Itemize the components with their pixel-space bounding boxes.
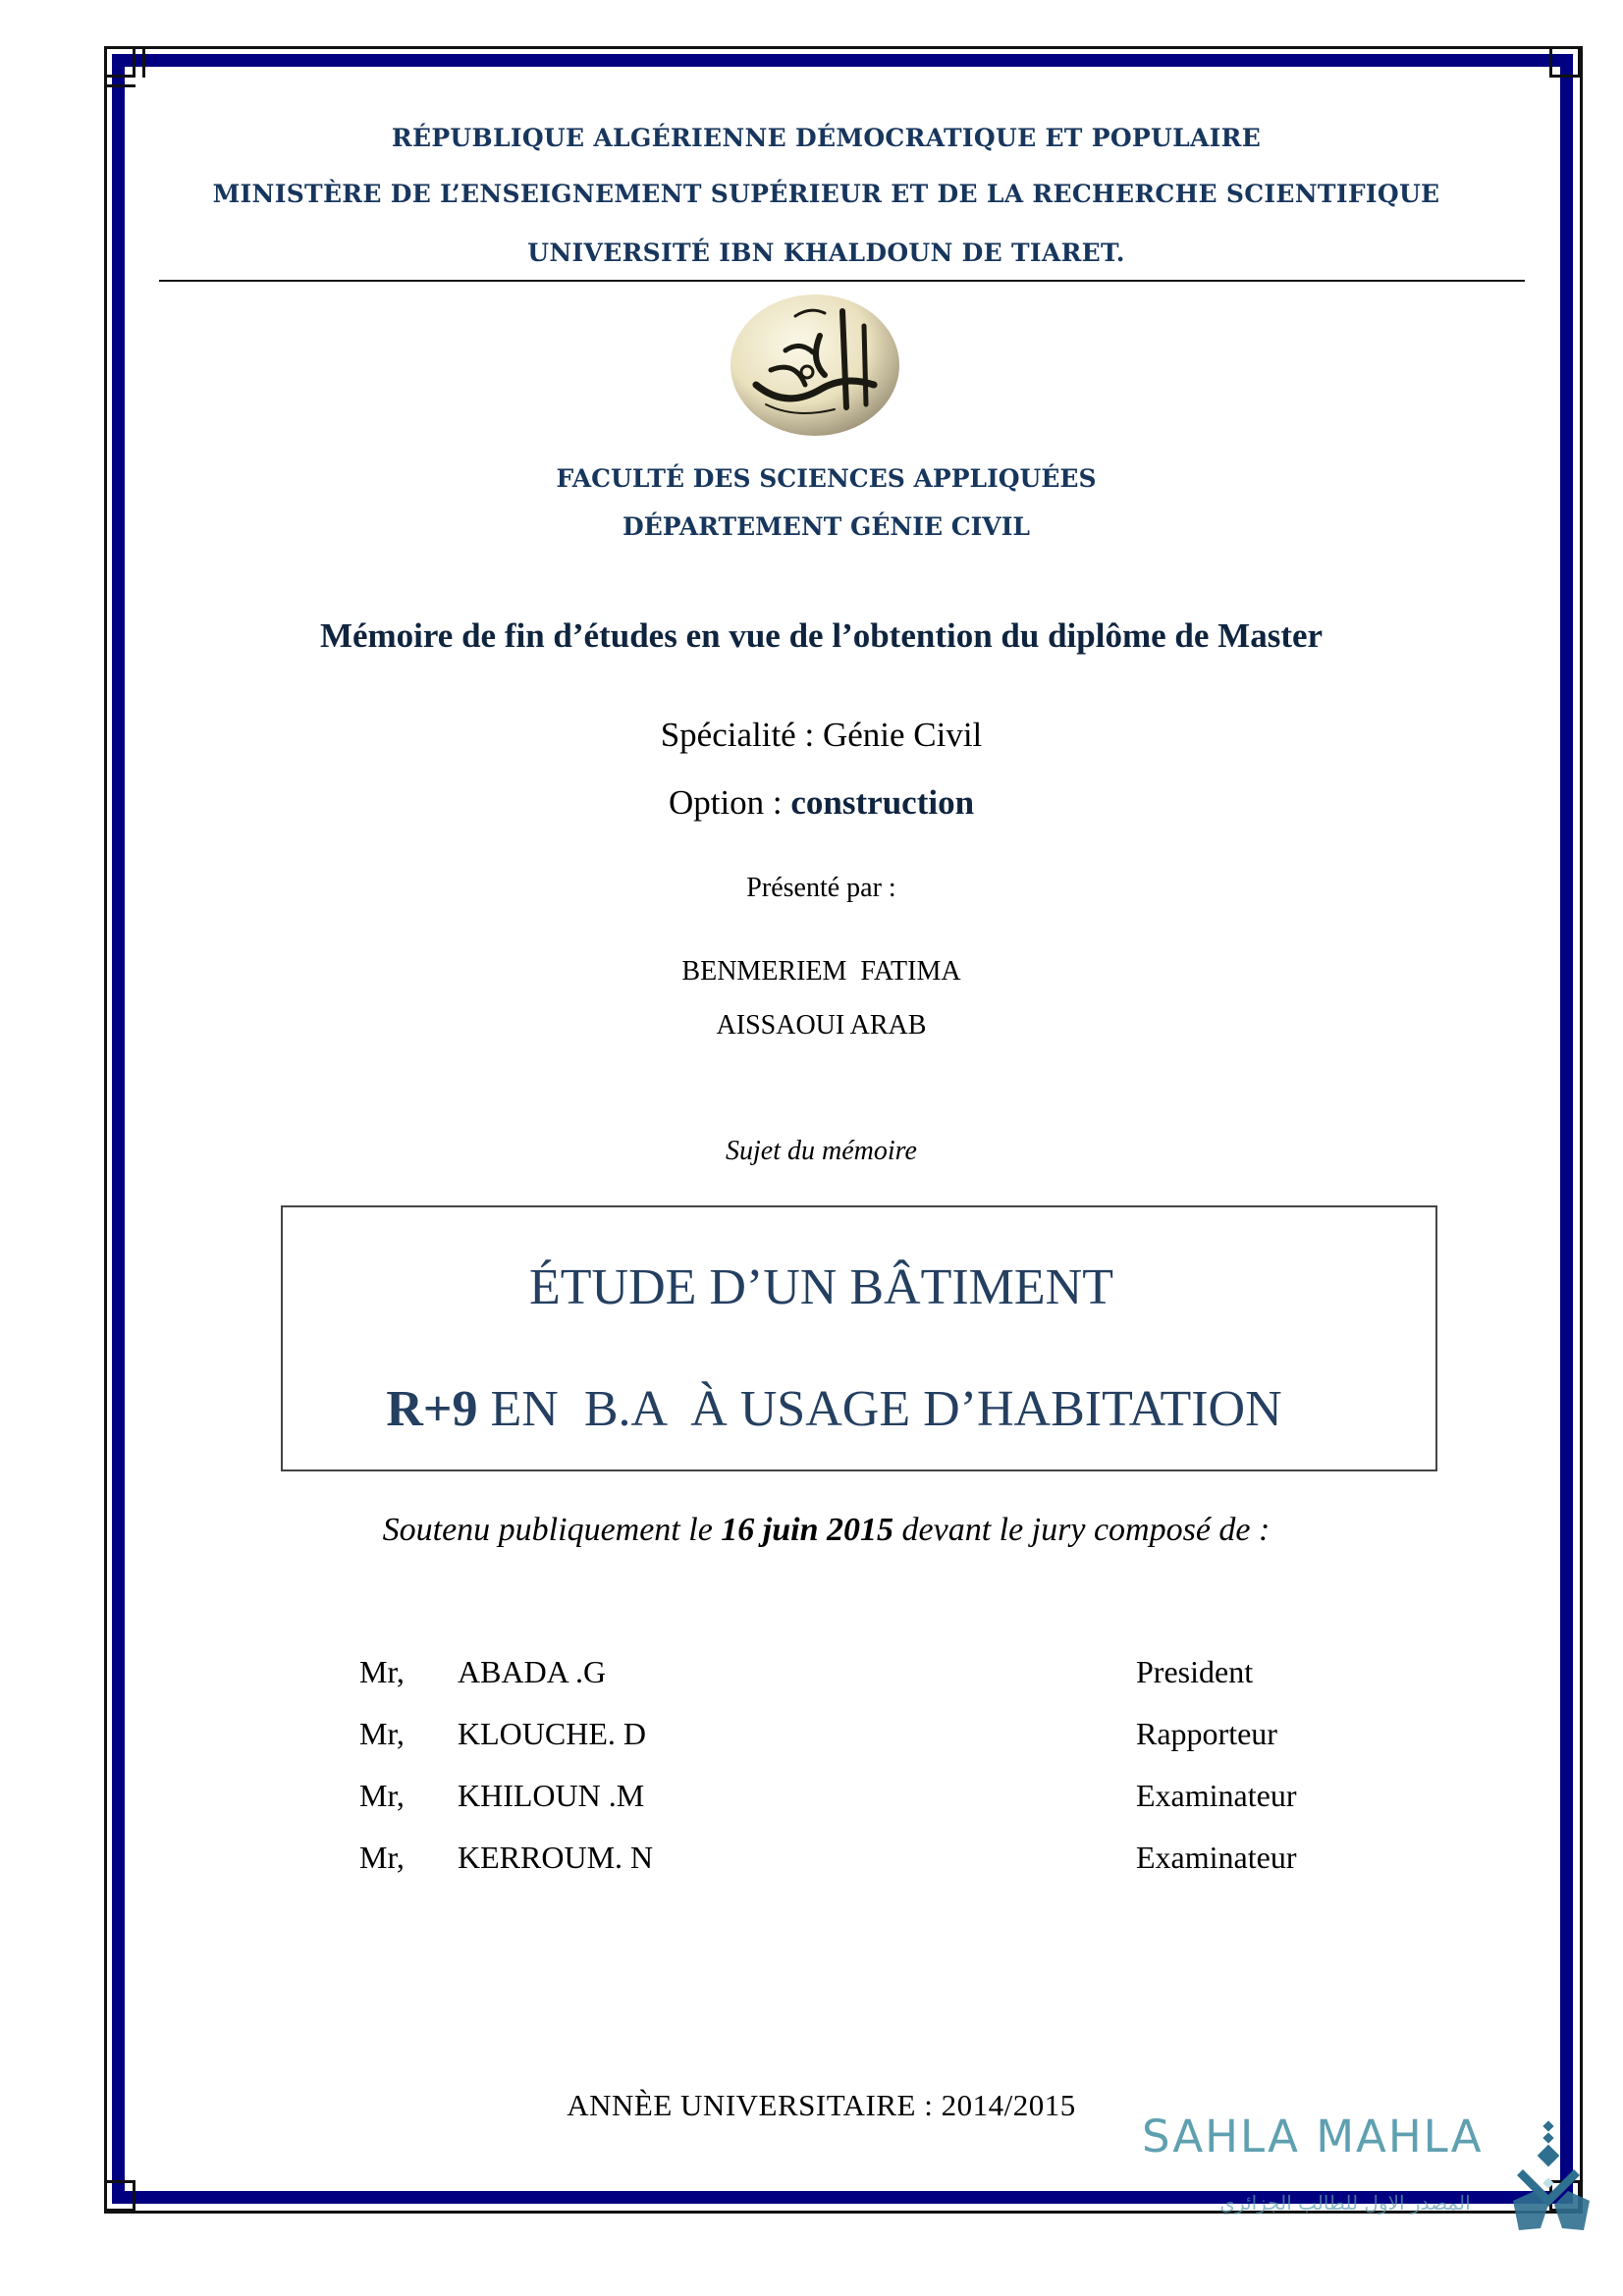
border-band-right	[1560, 54, 1573, 2204]
defense-suffix: devant le jury composé de :	[893, 1512, 1271, 1548]
presented-by-label: Présenté par :	[746, 873, 896, 903]
thesis-title-line-2	[0, 1322, 1623, 1438]
option-value: construction	[790, 783, 975, 822]
jury-name: KHILOUN .M	[458, 1778, 645, 1813]
border-band-top	[112, 54, 1573, 67]
jury-title: Mr,	[359, 1778, 405, 1813]
specialite-line	[0, 716, 1623, 755]
border-band-left	[112, 54, 125, 2204]
academic-year-value: 2014/2015	[941, 2088, 1076, 2122]
jury-row	[0, 1778, 1623, 1817]
specialite-label: Spécialité :	[660, 716, 823, 754]
jury-title: Mr,	[359, 1654, 405, 1689]
corner-ornament-bottom-left	[104, 2180, 135, 2212]
corner-ornament-top-right	[1549, 46, 1581, 78]
option-line	[0, 783, 1623, 823]
header-ministry: MINISTÈRE DE L’ENSEIGNEMENT SUPÉRIEUR ET DE LA RECHERCHE SCIENTIFIQUE	[212, 180, 1440, 208]
header-university: UNIVERSITÉ IBN KHALDOUN DE TIARET.	[527, 239, 1125, 267]
jury-role: Rapporteur	[1136, 1716, 1277, 1751]
sahla-mahla-logo-icon	[1505, 2120, 1594, 2238]
jury-row	[0, 1654, 1623, 1693]
jury-role: President	[1136, 1654, 1254, 1689]
academic-year-label: ANNÈE UNIVERSITAIRE :	[567, 2088, 942, 2122]
author-2: AISSAOUI ARAB	[716, 1010, 927, 1041]
jury-row	[0, 1716, 1623, 1755]
author-1: BENMERIEM FATIMA	[681, 956, 961, 987]
university-seal-icon	[727, 292, 903, 439]
jury-name: KLOUCHE. D	[458, 1716, 646, 1751]
subject-label: Sujet du mémoire	[726, 1136, 917, 1166]
faculty-name: FACULTÉ DES SCIENCES APPLIQUÉES	[556, 464, 1097, 493]
department-name: DÉPARTEMENT GÉNIE CIVIL	[622, 512, 1030, 541]
specialite-value: Génie Civil	[822, 716, 983, 754]
jury-name: ABADA .G	[458, 1654, 607, 1689]
watermark-tagline: المصدر الاول للطالب الجزائري	[1219, 2191, 1471, 2215]
memoire-heading: Mémoire de fin d’études en vue de l’obtention du diplôme de Master	[319, 616, 1324, 655]
jury-role: Examinateur	[1136, 1840, 1297, 1875]
corner-ornament-top-left-3	[104, 56, 135, 87]
jury-row	[0, 1840, 1623, 1879]
header-rule	[159, 280, 1525, 282]
header-republic: RÉPUBLIQUE ALGÉRIENNE DÉMOCRATIQUE ET POPULAIRE	[391, 124, 1262, 152]
defense-date: 16 juin 2015	[721, 1512, 894, 1548]
defense-line	[0, 1512, 1623, 1549]
defense-prefix: Soutenu publiquement le	[382, 1512, 722, 1548]
thesis-title-line-1: ÉTUDE D’UN BÂTIMENT	[528, 1259, 1113, 1315]
jury-title: Mr,	[359, 1840, 405, 1875]
jury-role: Examinateur	[1136, 1778, 1297, 1813]
jury-name: KERROUM. N	[458, 1840, 654, 1875]
watermark-brand: SAHLA MAHLA	[1142, 2110, 1484, 2163]
jury-title: Mr,	[359, 1716, 405, 1751]
thesis-title-rest: EN B.A À USAGE D’HABITATION	[477, 1381, 1282, 1437]
thesis-title-r9: R+9	[386, 1381, 478, 1437]
option-label: Option :	[668, 783, 791, 822]
